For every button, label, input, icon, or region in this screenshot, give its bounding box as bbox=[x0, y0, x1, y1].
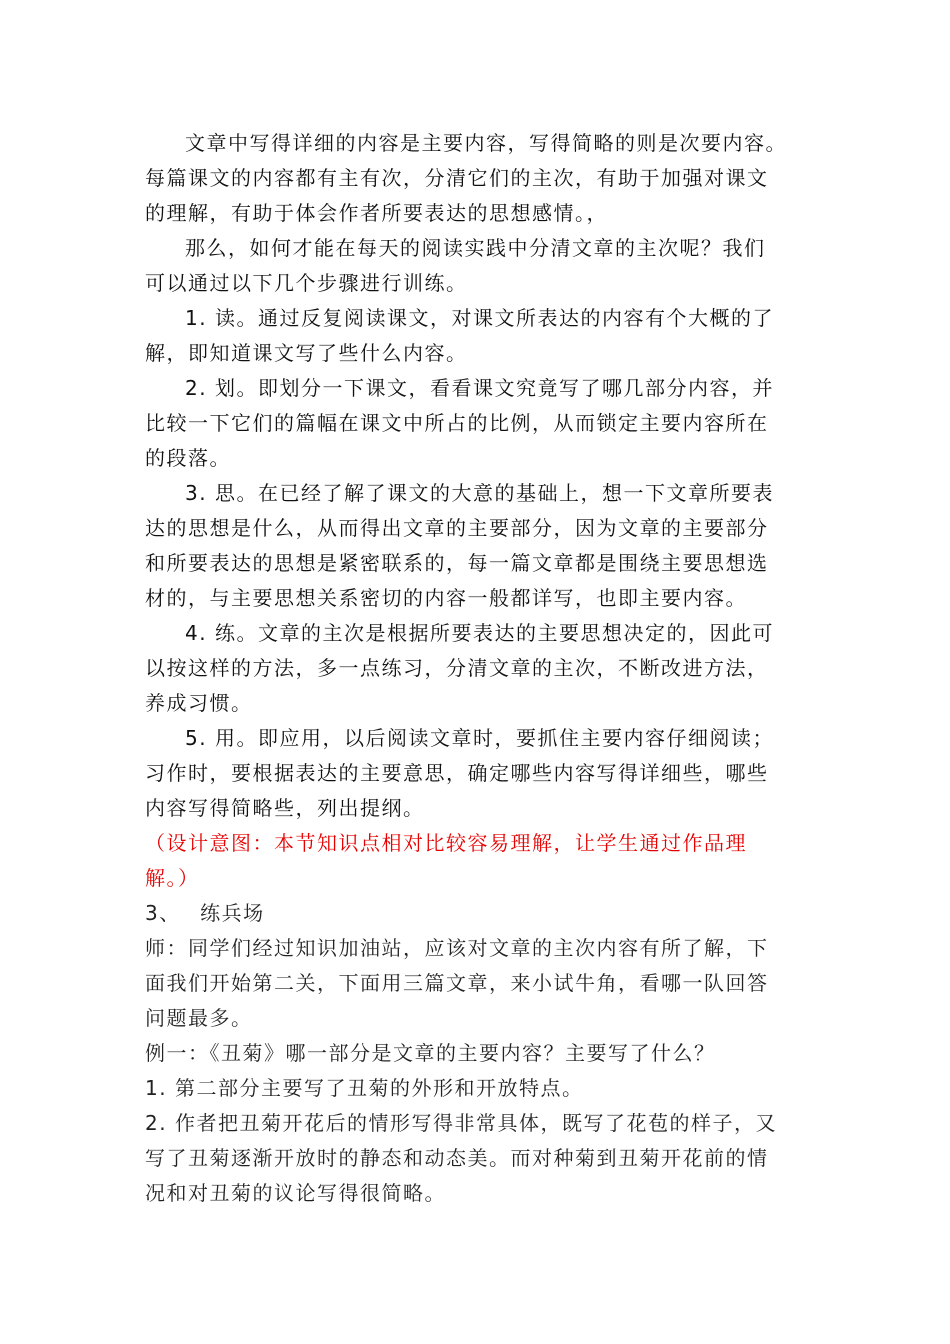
text-line: 和所要表达的思想是紧密联系的，每一篇文章都是围绕主要思想选 bbox=[145, 551, 769, 575]
text-line: 1. 读。通过反复阅读课文，对课文所表达的内容有个大概的了 bbox=[185, 306, 774, 330]
text-line: 比较一下它们的篇幅在课文中所占的比例，从而锁定主要内容所在 bbox=[145, 411, 769, 435]
text-line: 2. 划。即划分一下课文，看看课文究竟写了哪几部分内容，并 bbox=[185, 376, 774, 400]
text-line: 内容写得简略些，列出提纲。 bbox=[145, 796, 425, 820]
text-line: 面我们开始第二关，下面用三篇文章，来小试牛角，看哪一队回答 bbox=[145, 971, 769, 995]
text-line: 可以通过以下几个步骤进行训练。 bbox=[145, 271, 468, 295]
text-line: 况和对丑菊的议论写得很简略。 bbox=[145, 1181, 446, 1205]
document-body bbox=[145, 126, 825, 1211]
text-line: 那么，如何才能在每天的阅读实践中分清文章的主次呢？我们 bbox=[185, 236, 766, 260]
text-line: 达的思想是什么，从而得出文章的主要部分，因为文章的主要部分 bbox=[145, 516, 769, 540]
text-line: 4. 练。文章的主次是根据所要表达的主要思想决定的，因此可 bbox=[185, 621, 774, 645]
text-line: 师：同学们经过知识加油站，应该对文章的主次内容有所了解，下 bbox=[145, 936, 769, 960]
design-note-line: （设计意图：本节知识点相对比较容易理解，让学生通过作品理 bbox=[145, 831, 747, 855]
text-line: 解，即知道课文写了些什么内容。 bbox=[145, 341, 468, 365]
text-line: 3. 思。在已经了解了课文的大意的基础上，想一下文章所要表 bbox=[185, 481, 774, 505]
text-line: 写了丑菊逐渐开放时的静态和动态美。而对种菊到丑菊开花前的情 bbox=[145, 1146, 769, 1170]
text-line: 的理解，有助于体会作者所要表达的思想感情。， bbox=[145, 201, 608, 225]
text-line: 以按这样的方法，多一点练习，分清文章的主次，不断改进方法， bbox=[145, 656, 769, 680]
text-line: 例一：《丑菊》哪一部分是文章的主要内容？主要写了什么？ bbox=[145, 1041, 716, 1065]
text-line: 的段落。 bbox=[145, 446, 231, 470]
section-heading: 3、 练兵场 bbox=[145, 901, 265, 925]
text-line: 材的，与主要思想关系密切的内容一般都详写，也即主要内容。 bbox=[145, 586, 747, 610]
text-line: 养成习惯。 bbox=[145, 691, 253, 715]
text-line: 问题最多。 bbox=[145, 1006, 253, 1030]
text-line: 每篇课文的内容都有主有次，分清它们的主次，有助于加强对课文 bbox=[145, 166, 769, 190]
design-note-line: 解。） bbox=[145, 866, 200, 890]
text-line: 习作时，要根据表达的主要意思，确定哪些内容写得详细些，哪些 bbox=[145, 761, 769, 785]
text-line: 5. 用。即应用，以后阅读文章时，要抓住主要内容仔细阅读； bbox=[185, 726, 774, 750]
text-line: 2. 作者把丑菊开花后的情形写得非常具体，既写了花苞的样子，又 bbox=[145, 1111, 777, 1135]
text-line: 文章中写得详细的内容是主要内容，写得简略的则是次要内容。 bbox=[185, 131, 787, 155]
text-line: 1. 第二部分主要写了丑菊的外形和开放特点。 bbox=[145, 1076, 584, 1100]
